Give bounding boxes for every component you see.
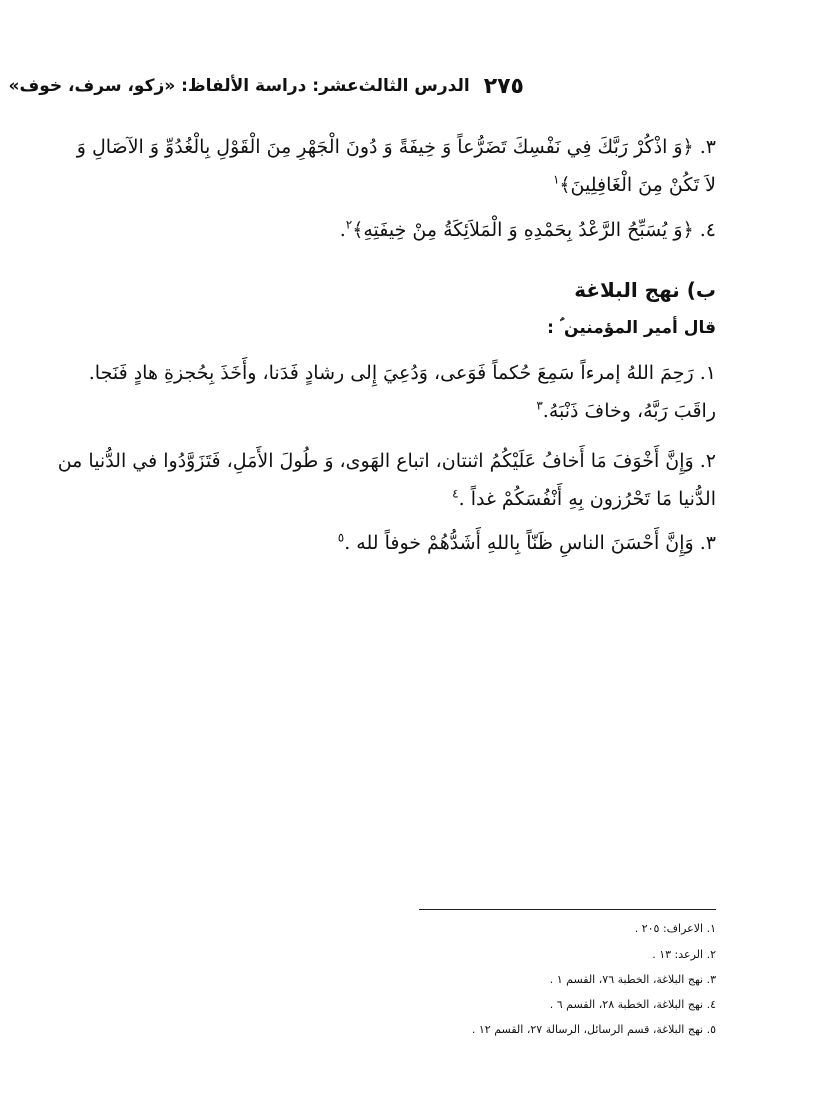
footnote-ref: ٤ <box>452 486 459 501</box>
verse-3-line-1: ٣. ﴿وَ اذْكُرْ رَبَّكَ فِي نَفْسِكَ تَضَرُّعاً وَ خِيفَةً وَ دُونَ الْجَهْرِ مِنَ الْقَوْلِ بِالْغُدُوِّ وَ الآصَالِ وَ <box>76 136 716 158</box>
verse-4: ٤. ﴿وَ يُسَبِّحُ الرَّعْدُ بِحَمْدِهِ وَ الْمَلاَئِكَةُ مِنْ خِيفَتِهِ﴾$^٢$. <box>339 217 716 241</box>
footnote-1: ١. الاعراف: ٢٠٥ . <box>634 922 716 935</box>
saying-1-line-2: راقَبَ رَبَّهُ، وخافَ ذَنْبَهُ.$^٣$ <box>536 398 716 422</box>
verse-3-line-2: لاَ تَكُنْ مِنَ الْغَافِلِينَ﴾$^١$ <box>552 172 716 196</box>
footnote-5: ٥. نهج البلاغة، قسم الرسائل، الرسالة ٢٧، القسم ١٢ . <box>471 1023 716 1036</box>
footnote-4: ٤. نهج البلاغة، الخطبة ٢٨، القسم ٦ . <box>549 998 716 1011</box>
saying-2-line-1: ٢. وَإِنَّ أَخْوَفَ مَا أَخافُ عَلَيْكُمُ اثنتان، اتباع الهَوى، وَ طُولَ الأَمَلِ، فَتَزَوَّدُوا في الدُّنيا من <box>57 450 716 472</box>
footnote-ref: ٥ <box>337 530 345 545</box>
saying-2-line-2: الدُّنيا مَا تَحْرُزون بِهِ أَنْفُسَكُمْ غداً .$^٤$ <box>452 486 716 510</box>
intro-line: قال أمير المؤمنين ؑ : <box>547 318 716 338</box>
page-number: ٢٧٥ <box>483 73 524 99</box>
saying-1-line-1: ١. رَحِمَ اللهُ إمرءاً سَمِعَ حُكماً فَوَعى، وَدُعِيَ إِلى رشادٍ فَدَنا، وأَخَذَ بِحُجزةِ هادٍ فَنَجا. <box>88 362 716 384</box>
running-title: الدرس الثالث‌عشر: دراسة الألفاظ: «زكو، سرف، خوف» <box>8 76 470 96</box>
footnote-divider <box>419 909 716 910</box>
footnote-3: ٣. نهج البلاغة، الخطبة ٧٦، القسم ١ . <box>549 973 716 986</box>
footnote-2: ٢. الرعد: ١٣ . <box>652 948 716 961</box>
footnote-ref: ٢ <box>345 217 353 232</box>
footnote-ref: ١ <box>552 172 560 187</box>
saying-3: ٣. وَإِنَّ أَحْسَنَ الناسِ ظَنّاً بِاللهِ أَشَدُّهُمْ خوفاً لله .$^٥$ <box>337 530 716 554</box>
page-header <box>8 66 524 106</box>
section-heading: ب) نهج البلاغة <box>574 278 716 302</box>
footnote-ref: ٣ <box>536 398 543 413</box>
